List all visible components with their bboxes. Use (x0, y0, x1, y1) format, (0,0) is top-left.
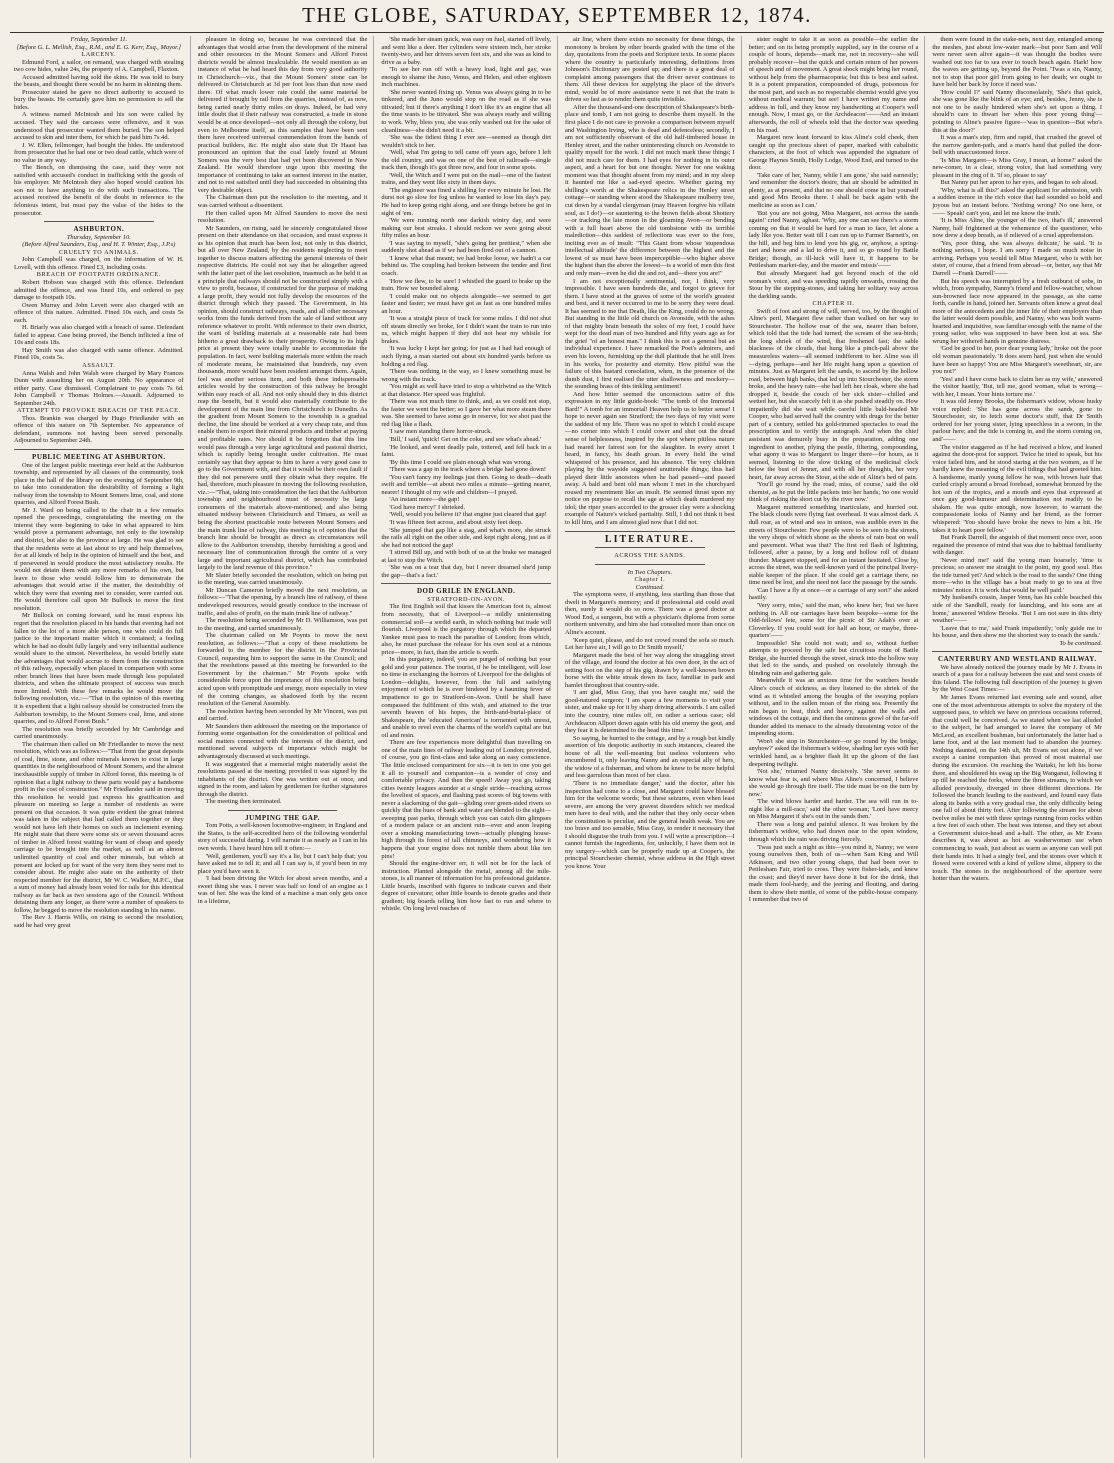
article-heading: PUBLIC MEETING AT ASHBURTON. (32, 452, 166, 461)
paragraph: 'Keep quiet, please, and do not crowd round the sofa so much. Let her have air, I will go to Dr Smith myself,' (565, 636, 735, 652)
article-heading: ASHBURTON. (73, 225, 125, 234)
paragraph: The meeting then terminated. (205, 798, 282, 806)
divider (565, 531, 735, 532)
paragraph: 'I am glad, Miss Gray, that you have caught me,' said the good-natured surgeon; 'I am spare a few moments to visit your sister, and make up for it by sharp driving afterwards. I am called into the country, nine miles off, on rather a serious case; old Archdeacon Allport down again with his old enemy the gout, and they fear it is determined to the head this time.' (565, 689, 735, 735)
paragraph: 'But you are not going, Miss Margaret, not across the sands again!' cried Nanny, aghast. 'Why, any one can see there's a storm coming on that it would be hard for a man to face, let alone a lady like you. Better wait till I can run up to Farmer Barnett's, on the hill, and beg him to lend you his gig, or, anyhow, a spring-cart and horse and a lad to drive it, and so go round by Battle Bridge; though, as ill-luck will have it, it happens to be Pettlesham market-day, and the master and missis'—— (748, 209, 919, 270)
paragraph: 'You'll go round by the road, miss, of course,' said the old chemist, as he put the little packets into her hands; 'no one would think of risking the short cut by the river now.' (748, 481, 919, 504)
paragraph: Impossible! She could not wait; and so, without further attempts to proceed by the safe but circuitous route of Battle Bridge, she hurried through the street, struck into the hollow way that led to the sands, and pushed on resolutely through the blinding rain and gathering gale. (748, 639, 919, 677)
paragraph: Owen Murray and John Levett were also charged with an offence of this nature. Admitted. Fined 10s each, and costs 5s each. (14, 301, 184, 324)
paragraph: 'Twas just such a night as this—you mind it, Nanny; we were young ourselves then, both of us—when Sam King and Will Atkinson, and two other young chaps, that had been over to Pettlesham Fair, tried to cross. They were fisher-lads, and knew the coast; and they'd never have done it but for the drink, that made them fool-hardy, and the jeering and flouting, and daring them to show their mettle, of some of the public-house company. I remember that two of (748, 843, 919, 904)
paragraph: The symptoms were, if anything, less startling than those that dwelt in Margaret's memory; and if professional aid could avail then, surely it would do so now. There was a good doctor at Wood End, a surgeon, but with a physician's diploma from some northern university, and him she had consulted more than once on Aline's account. (565, 591, 735, 637)
section-heading: CRUELTY TO ANIMALS. (59, 248, 139, 256)
section-heading: ASSAULT. (82, 361, 116, 369)
divider (228, 810, 338, 811)
paragraph: Mr Slater briefly seconded the resolution, which on being put to the meeting, was carried unanimously. (197, 571, 368, 587)
paragraph: The resolution was briefly seconded by Mr Cambridge and carried unanimously. (14, 725, 184, 741)
paragraph: 'It is Miss Aline, the younger of the two, that's ill,' answered Nanny, half frightened at the vehemence of the questioner, who now drew a deep breath, as if relieved of a cruel apprehension. (932, 217, 1103, 240)
paragraph: The Bench, on dismissing the case, said they were not satisfied with accused's conduct in trafficking with the goods of his employer. Mr McIntosh they also hoped would caution his son not to have anything to do with such transactions. The accused received the benefit of the doubt in reference to the felonious intent, but must pay the value of the hides to the prosecutor. (14, 164, 184, 217)
paragraph: Meanwhile it was an anxious time for the watchers beside Aline's couch of sickness, as they listened to the shriek of the wind as it whistled among the boughs of the swaying poplars without, and to the sullen moan of the rising sea. Presently the rain began to beat, thick and heavy, against the walls and windows of the cottage, and then the ominous growl of the far-off thunder added its menace to the already threatening voice of the impending storm. (748, 677, 919, 738)
paragraph: 'Yes, poor thing, she was always delicate,' he said. 'It is nothing serious, I hope. I am sorry I made so much noise in arriving. Perhaps you would tell Miss Margaret, who is with her sister, of course, that a friend from abroad—or, better, say that Mr Darrell —Frank Darrell'—— (932, 239, 1103, 277)
paragraph: 'There was nothing in the way, so I knew something must be wrong with the track. (381, 368, 552, 383)
paragraph: 'How could I?' said Nanny disconsolately, 'She's that quick, she was gone like the blink of an eye; and, besides, Jenny, she is not one to be easily hindered when she's set upon a thing. I should'n care to thwart her when this poor young thing'—pointing to Aline's passive figure—'was in question—But who's this at the door?' (932, 88, 1103, 134)
paragraph: The resolution having been seconded by Mr Vincent, was put and carried. (197, 707, 368, 723)
paragraph: Mr Saunders, on rising, said he sincerely congratulated those present on their attendance on that occasion, and must express it as his opinion that much has been lost, not only in this district, but all over New Zealand, by the residents neglecting to meet together to discuss matters affecting the general interests of their respective districts. He could not say that he altogether agreed with the latter part of the last resolution, inasmuch as he held it as a principle that railways should not be constructed simply with a view to profit, because, if constructed for the purpose of making a large profit, they would not fully develop the resources of the district through which they passed. The Government, in his opinion, should construct railways, roads, and all other necessary works from the funds derived from the sale of land without any reference whatever to profit. With reference to their own district, the want of building materials at a reasonable rate had been hitherto a great drawback to their prosperity. Owing to its high price at present they were totally unable to accommodate the population. In fact, were building materials more within the reach of moderate means, he maintained that hundreds, nay even thousands, more would have been resident amongst them. Again, feel was another serious item, and both these indispensable articles would by the construction of this railway be brought within easy reach of all. And not only should they in this district reap the benefit, but it would also materially contribute to the development of the main line from Christchurch to Dunedin. As the gradient from Mount Somers to the township is a gradual decline, the line should be worked at a very cheap rate, and thus enable them to export their mineral products and timber at paying and profitable rates. Nor should it be forgotten that this line would pass through a very large agricultural and pastoral district, which is rapidly being brought under cultivation. He must certainly say that they appear to him to have a very good case to go to the Government with, and that it would be their own fault if they did not persevere until they obtain what they require. He had, therefore, much pleasure in moving the following resolution, viz.:—"That, taking into consideration the fact that the Ashburton township and neighbourhood must of necessity be large consumers of the materials above-mentioned, and also being situated midway between Christchurch and Timaru, as well as being the shortest practicable route between Mount Somers and the main trunk line of railway, this meeting is of opinion that the branch line should be brought as direct as circumstances will allow to the Ashburton township, thereby furnishing a good and necessary line of communication through the centre of a very large and important agricultural district, which has contributed largely to the land revenue of this province." (197, 224, 368, 572)
column-5 (749, 36, 926, 1458)
paragraph: sister ought to take it as soon as possible—the earlier the better; and on its being promptly supplied, say in the course of a couple of hours, depends—mark me, not in recovery—she will probably recover—but the quick and certain return of her powers of speech and of movement. A great shock might bring her round, without help from the pharmacopœia; but this is best and safest. It is a potent preparation, compounded of drugs, poisonous for the most part, and such as no respectable chemist would give you without medical warrant; but see! I have written my name and address in full, and they know my handwriting at Cooper's well enough. Now, I must go, or the Archdeacon'——And an instant afterwards, the roll of wheels told that the doctor was speeding on his road. (748, 36, 919, 134)
paragraph: 'You can't fancy my feelings just then. Going to death—death swift and terrible—at about two miles a minute—getting nearer, nearer! I thought of my wife and children—I prayed. (381, 473, 552, 496)
paragraph: 'The wind blows harder and harder. The sea will run in to-night like a mill-race,' said the other woman; 'Lord have mercy on Miss Margaret if she's out in the sands then.' (748, 798, 919, 821)
paragraph: 'There was not much time to think, and, as we could not stop, the faster we went the better; so I gave her what more steam there was. She seemed to have some go in reserve, for we shot past the red flag like a flash. (381, 398, 552, 428)
paragraph: Mr Bullock on coming forward, said he must express his regret that the resolution placed in his hands that evening had not fallen to the lot of a more able person, one who could do full justice to the important matter which it contained; a feeling which he had no doubt fully largely and very influential audience would share to the utmost. Nevertheless, he would briefly state the advantages that would accrue to them from the construction of this railway, especially when placed in comparison with some other branch lines that have been made through less populated districts, and when the ultimate prospect of success was much more limited. With these few remarks he would move the following resolution, viz.:—"That in the opinion of this meeting it is expedient that a light railway should be constructed from the Ashburton township, to the Mount Somers coal, lime, and stone quarries, and to Alford Forest Bush." (14, 612, 184, 726)
paragraph: 'There was a gap in the track where a bridge had gone down! (389, 466, 547, 474)
paragraph: 'God be good to her, poor dear young lady,' broke out the poor old woman passionately. 'It does seem hard, just when she would have been so happy! You are Miss Margaret's sweetheart, sir, are you not?' (932, 345, 1103, 376)
paragraph: 'Leave that to me,' said Frank impatiently; 'only guide me to his house, and then show me the shortest way to reach the sands.' (932, 624, 1103, 640)
paragraph: But his speech was interrupted by a fresh outburst of sobs, in which, from sympathy, Nanny's friend and fellow-watcher, whose sun-browned face now appeared in the passage, as she came forth, candle in hand, joined her. Servants often know a great deal more of the antecedents and the inner life of their employers than the latter would deem possible, and Nanny, who was both warm-hearted and inquisitive, was familiar enough with the name of the young sailor, who was supposed to have been lost at sea. She wrung her withered hands in genuine distress. (932, 277, 1103, 345)
section-heading: BREACH OF FOOTPATH ORDINANCE. (36, 271, 161, 279)
paragraph: Margaret now leant forward to kiss Aline's cold cheek, then caught up the precious sheet of paper, marked with cabalistic characters, at the foot of which was appended the signature of George Haynes Smith, Holly Lodge, Wood End, and turned to the door. (748, 134, 919, 172)
section-heading: ATTEMPT TO PROVOKE BREACH OF THE PEACE. (16, 407, 181, 415)
divider (381, 583, 551, 584)
column-2 (198, 36, 375, 1458)
paragraph: Tom Potts, a well-known locomotive-engineer, in England and the States, is the self-accredited hero of the following wonderful story of successful daring. I will narrate it as nearly as I can in his own words. I have heard him tell it often:— (197, 822, 368, 852)
paragraph: 'Bill,' I said, 'quick! Get on the coke, and see what's ahead.' (389, 435, 542, 443)
story-subtitle: In Two Chapters. (627, 568, 673, 576)
column-3 (381, 36, 558, 1458)
bench: [Before G. L. Mellish, Esq., R.M., and E. G. Kerr, Esq., Mayor.] (16, 43, 182, 51)
paragraph: Mr J. Ward on being called to the chair in a few remarks opened the proceedings, congratulating the meeting on the interest they were beginning to take in what appeared to him would prove a permanent advantage, not only to the township and district, but also to the province at large. He was glad to see that the residents were at last about to try and help themselves, for at all kinds of help in the opinion of himself and the best, and if persevered in would produce the most satisfactory results. He would not detain them with any more remarks of his own, but leave to those who would follow him to demonstrate the advantages that would arise if the matter, the desirability of which they were that evening met to consider, were carried out. He would therefore call upon Mr Bullock to move the first resolution. (14, 506, 184, 612)
paragraph: There are few experiences more delightful than travelling on one of the main lines of railway leading out of London; provided, of course, you go first-class and take along an easy conscience. The little enclosed compartment for six—it is ten to one you get it all to yourself and companion—is a wonder of cosy and comfortable privacy. And then the speed! Away you go, taking cities twenty leagues asunder at a single stride—reaching across the loveliest of spaces, and flashing past scores of big towns with never a slackening of the gait—gliding over green-sided rivers so quickly that the hues of bank and water are blended to the sight—sweeping past parks, through which you can catch dim glimpses of a modern palace or an ancient ruin—ever and anon leaping over a smoking manufacturing town—actually plunging house-high through its forest of tall chimneys, and wondering how it happens that your engine does not tumble them about like ten pins! (381, 739, 552, 860)
literature-heading: LITERATURE. (604, 533, 695, 545)
paragraph: pleasure in doing so, because he was convinced that the advantages that would arise from the development of the mineral and other resources in the Mount Somers and Alford Forest districts would be almost incalculable. He would mention as an instance of what he had heard this day from very good authority in Christchurch—viz., that the Mount Somers' stone can be delivered in Christchurch at 3d per foot less than that now used there. Of what much lower rate could the same material be delivered if brought by rail from the quarries, instead of, as now, being carted nearly thirty miles on drays. Indeed, he had very little doubt that if their railway was constructed, a trade in stone would be at once developed—not only all through the colony, but even to Melbourne itself, as this samples that have been sent there have received universal commendation from the hands of practical builders, &c. He might also state that Dr Haast has pronounced an opinion that the coal lately found at Mount Somers was the very best that had yet been discovered in New Zealand. He would therefore urge upon this meeting the importance of continuing to take an earnest interest in the matter, and not to rest satisfied until they had succeeded in obtaining this very desirable object. (197, 36, 368, 194)
divider (595, 547, 705, 548)
continued-label: Continued. (635, 583, 665, 591)
chapter-heading: CHAPTER II. (812, 300, 855, 308)
paragraph: 'Not she,' returned Nanny decisively. 'She never seems to know what fear is, and where Miss Aline's concerned, I believe she would go through fire itself. The tide must be on the turn by now.' (748, 768, 919, 798)
paragraph: 'It was fifteen feet across, and about sixty feet deep. (389, 519, 523, 526)
paragraph: 'My husband's cousin, Jasper Venn, has his coble beached this side of the Sandhill, ready for launching, and his sons are at home,' answered Widow Brooks. 'But I am not sure in this dirty weather'—— (932, 594, 1103, 625)
paragraph: 'The engineer was fined a shilling for every minute he lost. He durst not go slow for fog unless he wanted to lose his day's pay. He had to keep going right along, and see things before he got in sight of 'em. (381, 186, 552, 217)
paragraph: 'It was lucky I kept her going; for just as I had had enough of such flying, a man started out about six hundred yards before us holding a red flag. (381, 345, 552, 368)
dateline: Friday, September 11. (70, 36, 128, 43)
paragraph: And how bitter seemed the unconscious satire of this expression in my little guide-book: "The tomb of the Immortal Bard!" A tomb for an immortal! Heaven help us to better sense! I hope to never again see Stratford; the two days of my visit were the saddest of my life. There was no spot to which I could escape—no corner into which I could cower and shut out the dread sense of helplessness, inspired by the spot where pitiless nature had reared her fairest son for the slaughter. In every street I heard, in fancy, his death groan. In every field the wind whispered of his presence, and his absence. The very children playing by the wayside suggested unutterable things; thus had played their little ancestors when he had passed—and passed away. A bald and bent old man whom I met in the churchyard roused my resentment like an insult. He seemed thrust upon my notice on purpose to recall the age at which death murdered my idol; the riper years accorded to the grosser clay were a shocking example of Nature's wicked partiality. Still, I did not think it best to kill him, and I am almost glad now that I did not. (565, 390, 735, 526)
paragraph: 'Why, what is all this?' asked the applicant for admission, with a sudden tremor in the rich voice that had sounded so bold and joyous but an instant before. 'Nothing wrong? No one here, or—— Speak! can't you, and let me know the truth.' (932, 186, 1103, 217)
paragraph: 'Well, what I'm going to tell came off years ago, before I left the old country, and was on one of the best of railroads—single track then, though it's got three now, and four in some spots. (381, 149, 552, 172)
paragraph: 'You might as well have tried to stop a whirlwind as the Witch at that distance. Her speed was frightful. (381, 383, 552, 398)
paragraph: 'She made her steam quick, was easy on fuel, started off lively, and went like a deer. Her cylinders were sixteen inch, her stroke twenty-two, and her drivers seven feet six, and she was as kind to drive as a baby. (381, 36, 552, 66)
paragraph: 'To see her run off with a heavy load, light and gay, was enough to shame the Juno, Venus, and Helen, and other eighteen inch machines. (381, 66, 552, 89)
masthead-rule (10, 32, 1104, 33)
paragraph: Hay Smith was also charged with same offence. Admitted. Fined 10s, costs 5s. (14, 346, 184, 362)
paragraph: J. W. Ellen, fellmonger, had bought the hides. He understood from prosecutor that he had one or two dead cattle, which were of no value in any way. (14, 141, 184, 164)
paragraph: Thos. Brankin was charged by Hugo Friedlander with an offence of this nature on 7th September. No appearance of defendant, summons not having been served personally. Adjourned to September 24th. (14, 414, 184, 445)
paragraph: 'We were running north one darkish wintry day, and were making our best streaks. I should reckon we were going about fifty miles an hour. (381, 217, 552, 240)
paragraph: 'An instant more—the gap! (389, 496, 460, 504)
paragraph: 'I stirred Bill up, and with both of us at the brake we managed at last to stop the Witch. (381, 549, 552, 564)
paragraph: Prosecutor stated he gave no direct authority to accused to bury the beasts. He certainly gave him no permission to sell the hides. (14, 88, 184, 111)
paragraph: 'Yes! and I have come back to claim her as my wife,' answered the visitor hastily, 'But, tell me, good woman, what is wrong—with her, I mean. Your hints torture me.' (932, 375, 1103, 398)
paragraph: There was a long and painful silence. It was broken by the fisherman's widow, who had drawn near to the open window, through which the rain was driving fiercely. (748, 820, 919, 843)
paragraph: Mr Duncan Cameron briefly moved the next resolution, as follows:—"That the opening, by a branch line of railway, of these undeveloped resources, would greatly conduce to the increase of traffic, and also of profit, on the main trunk line of railway." (197, 586, 368, 617)
paragraph: 'God have mercy!' I shrieked. (389, 503, 466, 511)
paragraph: In this purgatory, indeed, you are purged of nothing but your gold and your patience. The tourist, if he be intelligent, will lose no time in exchanging the horrors of Liverpool for the delights of London—delights, however, from the full and satisfying enjoyment of which he is ever hindered by a haunting fever of impatience to go to Stratford-on-Avon. Until he shall have compassed the fulfilment of this wish, and attained to the true seventh heaven of his hopes, the birth-and-burial-place of Shakespeare, the 'educated American' is tormented with unrest, and unable to revel even the charms of the world's capital are but oil and resin. (381, 656, 552, 739)
paragraph: The Rev J. Harris Wills, on rising to second the resolution, said he had very great (14, 914, 184, 929)
column-1 (14, 36, 191, 1458)
column-4 (565, 36, 742, 1458)
story-title: ACROSS THE SANDS. (614, 552, 686, 560)
paragraph: 'It was a straight piece of track for some miles. I did not shut off steam directly we broke, for I didn't want the train to run into us, which might happen if they did not hear my whistle for brakes. (381, 315, 552, 345)
divider (595, 564, 705, 565)
paragraph: 'I had been driving the Witch for about seven months, and a sweet thing she was. I never was half so fond of an engine as I was of her. She was the kind of a machine a man only gets once in a lifetime, (197, 875, 368, 905)
paragraph: 'I could make out no objects alongside—we seemed to get faster and faster; we must have got as fast as one hundred miles an hour. (381, 292, 552, 315)
paragraph: The first English soil that kisses the American foot is, almost from necessity, that of Liverpool—a mildly uninteresting commercial soil—a sordid earth, in which nothing but trade will flourish. Liverpool is the purgatory through which the departed Yankee must pass to reach the paradise of London; from which, also, he must purchase the release for his own soul at a ruinous price—more, in fact, than the article is worth. (381, 603, 552, 656)
paragraph: The visitor staggered as if he had received a blow, and leaned against the door-post for support. Twice he tried to speak, but his voice failed him, and he stood staring at the two women, as if he hardly knew the meaning of the evil tidings that had greeted him. A handsome, manly young fellow he was, with brown hair that curled crisply around a broad forehead, somewhat bronzed by the hot sun of the tropics, and a mouth and eyes that expressed at once gay good-humour and determination not readily to be shaken. He was quite enough, now however, to warrant the compassionate looks of Nanny and her friend, as the former whispered: 'You should have broke the news to him a bit. He takes it to heart poor fellow.' (932, 443, 1103, 534)
paragraph: 'Won't she stop in Stourchester—or go round by the bridge, anyhow?' asked the fisherman's widow, shading her eyes with her wrinkled hand, as a brighter flash lit up the gloom of the fast deepening twilight. (748, 737, 919, 768)
paragraph: But Frank Darrell, the anguish of that moment once over, soon regained the presence of mind that was due to habitual familiarity with danger. (932, 534, 1103, 557)
paragraph: After the thousand-and-one description of Shakespeare's birth-place and tomb, I am not going to describe them myself. In the first place I do not care to provoke a comparison between myself and Washington Irving, who is dead and defenceless; secondly, I am not sufficiently observant of the old half-timbered house in Henley street, and the rather uninteresting church on Avonside to qualify myself for the work. I did not much mark these things; I did not much care for them. I had eyes for nothing in its outer aspect, and a heart for but one thought. Never for one waking moment was that thought absent from my mind; and in my sleep it haunted me like a sad-eyed spectre. Whether gazing my shilling's worth at the Shakespeare relics in the Henley street cottage—or standing where stood the Shakespeare mulberry tree, cut down by a vandal clergyman (may Heaven forgive his villain soul, as I do!)—or sauntering to the brown fields about Shottery—or tracking the late moon in the gloaming Avon—or bending with a full heart above the old tombstone with its terrible malediction—this saddest of reflections was ever to the fore, inciting ever as of insult: "This Giant from whose 'stupendous intellectual altitude' the difference between the highest and the lowest of us must have been imperceptible—who higher above the highest than the above the lowest—is a world of men this first and only man—even he did die and rot, and—there you are!" (565, 103, 735, 277)
paragraph: John Campbell was charged, on the information of W. H. Lovell, with this offence. Fined £3, including costs. (14, 256, 184, 271)
paragraph: Should the engine-driver err, it will not be for the lack of instruction. Planted alongside the metal, among all the mile-stones, is all manner of information for his professional guidance. Little boards, inscribed with figures to indicate curves and their degree of curvature; other little boards to denote grades and their gradient; big boards telling him how fast to run and where to whistle. On long level reaches of (381, 860, 552, 913)
paragraph: We have already noticed the journey made by Mr J. Evans in search of a pass for a railway between the east and west coasts of this Island. The following full description of the journey is given by the West Coast Times:— (932, 663, 1103, 694)
paragraph: Anna Walsh and John Walsh were charged by Mary Frances Dunn with assaulting her on August 20th. No appearance of either party. Case dismissed. Complainant to pay costs 7s 6d. John Campbell v Thomas Holmes.—Assault. Adjourned to September 24th. (14, 369, 184, 407)
paragraph: The Chairman then put the resolution to the meeting, and it was carried without a dissentient. (197, 194, 368, 210)
paragraph: 'Well, would you believe it? that engine just cleared that gap! (389, 511, 547, 519)
paragraph: Margaret made the best of her way along the straggling street of the village, and found the doctor at his own door, in the act of setting foot on the step of his gig, drawn by a well-known brown horse with the white streak down its face, familiar in park and hamlet throughout that country-side. (565, 651, 735, 689)
paragraph: them were found in the stake-nets, next day, entangled among the meshes, just about low-water mark—but poor Sam and Will were never seen alive again—it was thought the bodies were washed out too far to sea ever to touch beach again. Hark! how the waves are getting up, beyond the Point. 'Twas a sin, Nanny, not to stop that poor girl from going to her death; we ought to have held her back by force if need was.' (932, 36, 1103, 89)
paragraph: The chairman called on Mr Poynts to move the next resolution, as follows:—"That a copy of these resolutions be forwarded to the member for the district in the Provincial Council, requesting him to support the same in the Council; and that the resolutions passed at this meeting be forwarded to the Government by the chairman." Mr Poynts spoke with considerable force upon the importance of this resolution being acted upon with promptitude and energy, more especially in view of the coming changes, as shadowed forth by the recent resolution of the General Assembly. (197, 632, 368, 708)
paragraph: 'Take care of her, Nanny, while I am gone,' she said earnestly; 'and remember the doctor's desire, that air should be admitted in plenty, as at present, and that no one should come in but yourself and good Mrs Brooks there. I shall be back again with the medicine as soon as I can.' (748, 171, 919, 210)
bench: (Before Alfred Saunders, Esq., and H. T. Winter, Esq., J.P.s) (22, 241, 176, 249)
paragraph: 'She was on a tear that day, but I never dreamed she'd jump the gap—that's a fact.' (381, 564, 552, 579)
paragraph: 'Well, the Witch and I were put on the mail—one of the fastest trains, and they went like sixty in them days. (381, 171, 552, 187)
article-heading: DOD GRILE IN ENGLAND. (416, 587, 516, 596)
paragraph: One of the largest public meetings ever held at the Ashburton township, and represented by all classes of the community, took place in the hall of the library on the evening of September 9th, to take into consideration the desirability of forming a light railway from the township to Mount Somers lime, coal, and stone quarries, and Alford Forest Bush. (14, 461, 184, 507)
columns (14, 36, 1102, 1458)
paragraph: It was suggested that a memorial might materially assist the resolutions passed at the meeting, provided it was signed by the inhabitants of the district. One was written out at once, and signed in the room, and taken by gentlemen for further signatures through the district. (197, 760, 368, 798)
paragraph: Mr James Evans returned last evening safe and sound, after one of the most adventurous attempts to solve the mystery of the supposed pass, to which we have on previous occasions referred, that could well be conceived. As we stated when we last alluded to the subject, he had arranged to leave the company of Mr McLeod, an excellent bushman, but unfortunately the latter had a lame foot, and at the last moment had to abandon the journey. Nothing daunted, on the 14th ult, Mr Evans set out alone, if we except a canine companion that proved of most material use during the excursion. On reaching the Waitaki, he left his horse there, and shouldered his swag up the Big Wanganui, following it up till he reached the forks, where the three streams, to which we alluded previously, diverged in three different directions. He followed the branch leading to the eastward, and found easy flats along its banks with a very gradual rise, the only difficulty being one fall of about thirty feet. After following the stream for about twelve miles he met with three springs running from rocks within a few feet of each other. The heat was intense, and they set about a Government sluice-head and a-half. The other, as Mr Evans describes it, was about as hot as washerwomen use when commencing to wash, just about as warm as anyone can well put their hands into. It had a singly feel, and the stones over which it flowed were covered with a kind of yellow slime, slippery to the touch. The stones in the neighbourhood of the aperture were hotter than the waters. (932, 694, 1103, 883)
article-subheading: STRATFORD-ON-AVON. (427, 595, 506, 603)
paragraph: I am not exceptionally sentimental, nor, I think, very impressible. I have seen hundreds die, and forgot to grieve for them. I have stood at the graves of some of the world's greatest and best, and it never occurred to me to be sorry they were dead. It has seemed to me that Death, like the King, could do no wrong. But standing in the little old church on Avonside, with the ashes of that mighty brain beneath the soles of my feet, I could have wept for the dead man of two hundred and fifty years ago as for the grief "of an honest man." I think this is not a general but an individual experience. I have remarked the Poet's admirers, and even his lovers, furnishing up the dull platitude that he still lives in his works, for posterity and eternity. How pitiful was the failure of this bastard consolation, when, in the presence of the dumb dust, I first realised the utter shallowness and mockery—the sounding brass of this tinkling sentiment! (565, 277, 735, 391)
paragraph: Accused admitted having sold the skins. He was told to bury the beasts, and thought there would be no harm in skinning them. (14, 73, 184, 89)
paragraph: A witness named McIntosh and his son were called by accused. They said the carcases were offensive, and it was understood that prosecutor wanted them buried. The son helped accused to skin and inter them, for which he paid him 7s 4d. (14, 111, 184, 142)
paragraph: Swift of foot and strong of will, nerved, too, by the thought of Aline's peril, Margaret flew rather than walked on her way to Stourchester. The hollow roar of the sea, nearer than before, which told that the tide had turned; the scream of the sea-birds; the long shriek of the wind, that freshened fast; the sable blackness of the clouds, that hung like a pinch-pall above the measureless waters—all seemed indifferent to her. Aline was ill—dying, perhaps—and her life might hang upon a question of minutes. Just as Margaret left the sands, to ascend by the hollow road, between high banks, that led up into Stourchester, the storm broke, and the heavy rain—she had left her cloak, where she had dropped it, beside the couch of her sick sister—chilled and wetted her, but she scarcely felt it as she pushed steadily on. How impatiently did she wait while careful little bald-headed Mr Cooper, who had served half the country with drugs for the better part of a century, settled his gold-rimmed spectacles to read the prescription and to verify the autograph. And when the chief assistant was demurely busy in the preparation, adding one ingredient to another, plying the pestle, filtering, compounding, what agony it was to Margaret to linger there—for hours, as it seemed, listening to the slow ticking of the medicinal clock below the bust of Jenner, and with all her thoughts, her very heart, far away across the Stour, at the side of Aline's bed of pain. (748, 307, 919, 481)
paragraph: The chairman then called on Mr Friedlander to move the next resolution, which was as follows:—"That from the great deposits of coal, lime, stone, and other minerals known to exist in large quantities in the neighbourhood of Mount Somers, and the almost inexhaustible supply of timber in Alford forest, this meeting is of opinion that a light railway to these parts would pay a handsome profit in the cost of construction." Mr Friedlander said in moving this resolution he would just express his gratification and pleasure on meeting so large a number of residents as were present on that occasion. It was quite evident the great interest was taken in the subject that had called them together or they would not have left their homes on such an inclement evening. He might state that there were some six or seven thousand acres of timber in Alford forest waiting for want of cheap and speedy carriage to be brought into the market, as well as an almost unlimited quantity of coal and other minerals, but which at present are locked up for want of the very item they were met to consider about. He might also state on the authority of their respected member for the district, Mr W. C. Walker, M.P.C., that a sum of money had already been voted for rails for this identical railway as far back as two sessions ago of the Council. Without detaining them any longer, as there were a number of speakers to follow, he begged to move the resolution standing in his name. (14, 740, 184, 914)
to-be-continued: To be continued. (1059, 639, 1103, 647)
chapter-heading: Chapter I. (634, 576, 666, 584)
dateline: Thursday, September 10. (66, 233, 131, 241)
divider (932, 651, 1102, 652)
paragraph: So saying, he hurried to the cottage, and by a rough but kindly assertion of his despotic authority in such instances, cleared the house of all the well-meaning but useless volunteers who encumbered it, only leaving Nanny and an especial ally of hers, the widow of a fisherman, and whom he knew to be more helpful and less garrulous than most of her class. (565, 734, 735, 780)
paragraph: Edmund Ford, a sailor, on remand, was charged with stealing two cow hides, value 24s, the property of A. Campbell, Flaxton. (14, 58, 184, 74)
masthead: THE GLOBE, SATURDAY, SEPTEMBER 12, 1874. (302, 3, 812, 27)
section-heading: LARCENY. (81, 51, 117, 59)
article-heading: CANTERBURY AND WESTLAND RAILWAY. (937, 655, 1097, 664)
paragraph: It was old Jenny Brooks, the fisherman's widow, whose husky voice replied: 'She has gone across the sands, gone to Stourchester, sir, to fetch some doctor's stuff, that Dr Smith ordered for her young sister, lying speechless in a swoon, in the parlour here; and the tide is coming in, and the storm coming on, and'—— (932, 398, 1103, 443)
paragraph: 'I knew what that meant; we had broke loose, we hadn't a car behind us. The coupling had broken between the tender and first coach. (381, 254, 552, 277)
paragraph: 'She never wanted fixing up. Venus was always going in to be tinkered, and the Juno would stop on the road as if she was titivated; but if there's anything I don't like it's an engine that all the time wants to be titivated. She was always ready and willing to work. Why, bless you, she was only washed out for the sake of cleanliness—she didn't need it a bit. (381, 88, 552, 134)
paragraph: But already Margaret had got beyond reach of the old woman's voice, and was speeding rapidly onwards, crossing the Stour by the stepping-stones, and taking her solitary way across the darkling sands. (748, 269, 919, 300)
paragraph: Margaret muttered something inarticulate, and hurried out. The black clouds were flying fast overhead. It was almost dark. A dull roar, as of wind and sea in unison, was audible even in the streets of Stourchester. Few people were to be seen in the streets, the very shops of which shone as the sheets of rain beat on wall and pavement. What was that? The first red flash of lightning, followed, after a pause, by a long and hollow roll of distant thunder. Margaret stopped, and for an instant hesitated. Close by, across the street, was the well-known yard of the principal livery-stable keeper of the place. If she could get a carriage there, no time need be lost, and she need not face the passage by the sands. (748, 503, 919, 587)
paragraph: 'Very sorry, miss,' said the man, who knew her; 'but we have nothing in. All our carriages have been bespoke—some for the Odd-fellows' fete, some for the picnic of Sir Adah's over at Cloverley. If you could wait for half an hour, or maybe, three-quarters'—— (748, 602, 919, 640)
paragraph: Mr Saunders then addressed the meeting on the importance of forming some organisation for the consideration of political and social matters connected with the interests of the district, and mentioned several subjects of importance which might be advantageously discussed at such meetings. (197, 722, 368, 760)
paragraph: 'Never mind me!' said the young man hoarsely; 'time is precious; so answer me straight to the point, my good soul. Has the tide turned yet? And which is the road to the sands? One thing more—who in the village has a boat ready to go to sea at five minutes' notice. It is work that would be well paid.' (932, 556, 1103, 594)
paragraph: 'Well, gentlemen, you'll say it's a lie, but I can't help that; you have asked me to tell it; and all I can say is, if you'd been in my place you'd have seen it. (197, 852, 368, 875)
article-heading: JUMPING THE GAP. (245, 813, 320, 822)
paragraph: 'There is no immediate danger,' said the doctor, after his inspection had come to a close, and Margaret could have blessed him for the welcome words; 'but these seizures, even when least severe, are among the very gravest disorders which we medical men have to deal with, and the rather that they only occur when the constitution is peculiar, and the general health weak. You are too brave and too sensible, Miss Gray, to render it necessary that I should disguise the truth from you. I will write a prescription—I cannot furnish the ingredients, for, unluckily, I have them not in my surgery—which can be properly made up at Cooper's, the principal Stourchester chemist, whose address in the High street you know. Your (565, 779, 735, 870)
paragraph: 'I saw men standing there horror-struck. (389, 428, 492, 436)
paragraph: 'She was the tidiest thing I ever see—seemed as though dirt wouldn't stick to her. (381, 134, 552, 149)
paragraph: 'He looked, and went deadly pale, tottered, and fell back in a faint. (381, 443, 552, 459)
paragraph: 'How we flew, to be sure! I whistled the guard to brake up the train. How we bounded along. (381, 277, 552, 293)
paragraph: Robert Hobson was charged with this offence. Defendant admitted the offence, and was fined 10s, and ordered to pay damage to footpath 10s. (14, 278, 184, 302)
divider (44, 221, 154, 222)
paragraph: air line, where there exists no necessity for these things, the monotony is broken by other boards graded with the time of the day, quotations from the poets and Scripture texts. In some places where the country is particularly interesting, definitions from Johnson's Dictionary are posted up; and there is a great deal of complaint among passengers that the driver never continues to them. All these devices for supplying the place of the driver's mind, would be of more assistance were it not that the train is driven so fast as to render them quite invisible. (565, 36, 735, 104)
column-6 (932, 36, 1102, 1458)
paragraph: H. Briarly was also charged with a breach of same. Defendant failed to appear. Case being proved, the Bench inflicted a fine of 10s and costs 18s. (14, 324, 184, 347)
divider (14, 449, 184, 450)
paragraph: 'She jumped that gap like a stag, and what's more, she struck the rails all right on the other side, and kept right along, just as if she had not noticed the gap! (381, 526, 552, 549)
paragraph: The resolution being seconded by Mr D. Williamson, was put to the meeting, and carried unanimously. (197, 617, 368, 632)
paragraph: But Nanny put her apron to her eyes, and began to sob aloud. (940, 179, 1099, 187)
paragraph: 'I was saying to myself, "she's going her prettiest," when she suddenly shot ahead as if we had been fired out of a cannon. (381, 239, 552, 255)
paragraph: 'By this time I could see plain enough what was wrong. (389, 458, 532, 466)
paragraph: 'Is Miss Margaret—is Miss Gray, I mean, at home?' asked the new-comer, in a clear, strong voice, that had something very pleasant in the ring of it. 'If so, please to say' (932, 156, 1103, 179)
paragraph: He then called upon Mr Alfred Saunders to move the next resolution. (197, 209, 368, 225)
paragraph: It was a man's step, firm and rapid, that crushed the gravel of the narrow garden-path, and a man's hand that pulled the door-bell with unaccustomed force. (932, 134, 1103, 157)
paragraph: 'Can I have a fly at once—or a carriage of any sort?' she asked hastily. (748, 586, 919, 602)
